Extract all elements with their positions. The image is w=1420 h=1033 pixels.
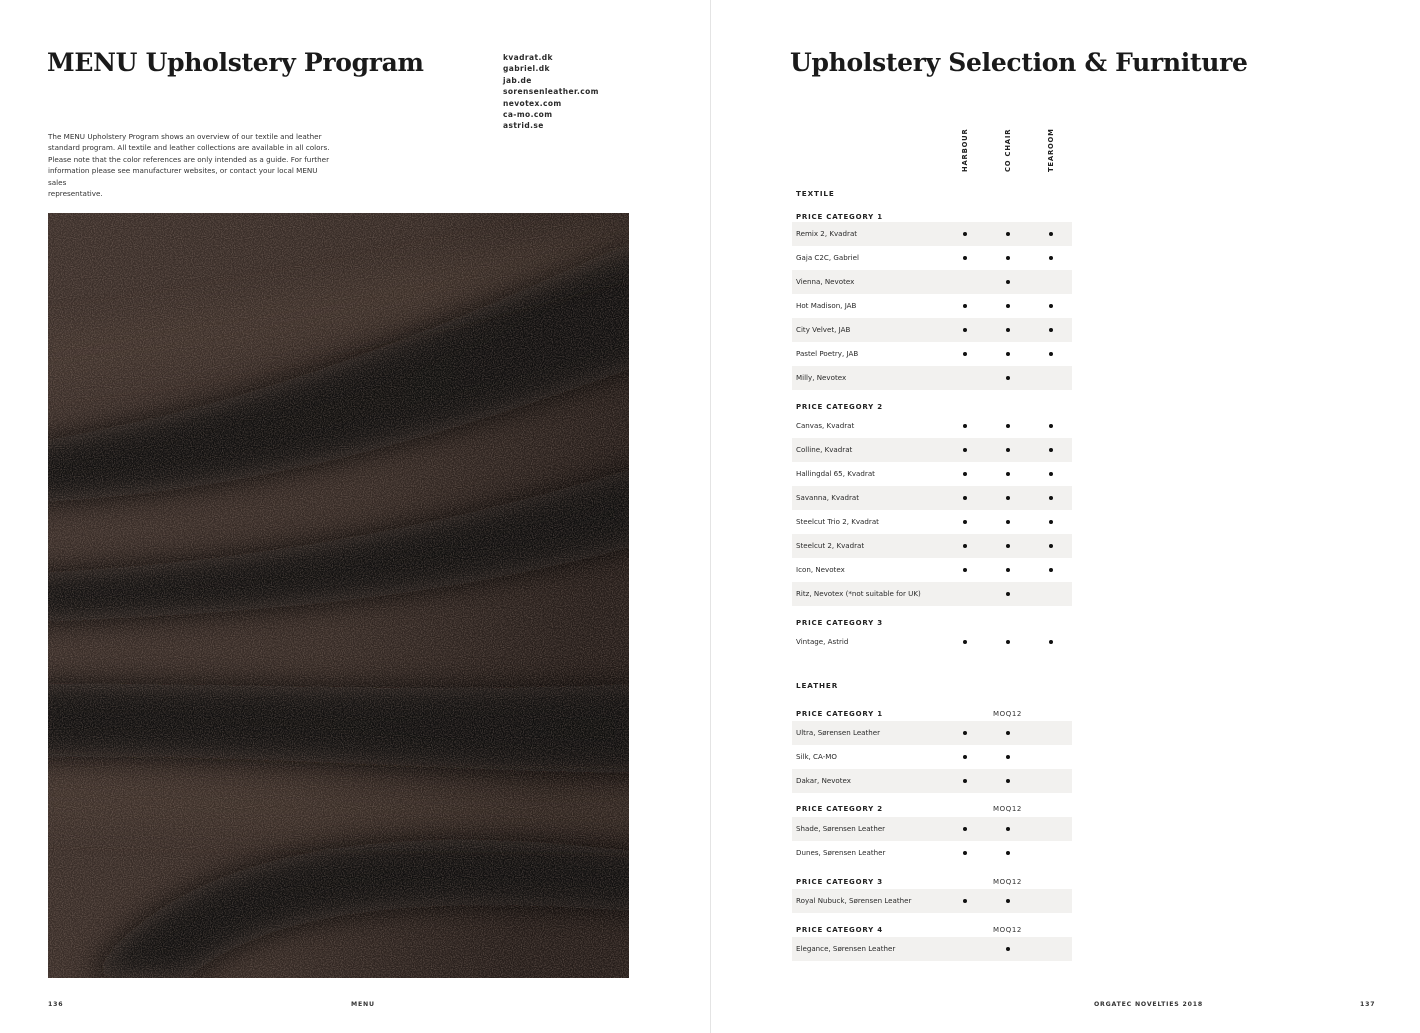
availability-dot-tearoom	[1049, 640, 1053, 644]
availability-dot-co-chair	[1006, 592, 1010, 596]
left-footer-label: MENU	[351, 1001, 375, 1008]
availability-dot-tearoom	[1049, 448, 1053, 452]
section-title-textile: TEXTILE	[796, 189, 835, 198]
availability-dot-co-chair	[1006, 376, 1010, 380]
table-row	[792, 246, 1072, 270]
availability-dot-harbour	[963, 899, 967, 903]
availability-dot-co-chair	[1006, 256, 1010, 260]
textile-category-2-title: PRICE CATEGORY 2	[796, 403, 883, 411]
table-row	[792, 414, 1072, 438]
table-row	[792, 366, 1072, 390]
availability-dot-co-chair	[1006, 568, 1010, 572]
availability-dot-co-chair	[1006, 352, 1010, 356]
availability-dot-tearoom	[1049, 496, 1053, 500]
availability-dot-tearoom	[1049, 544, 1053, 548]
availability-dot-tearoom	[1049, 256, 1053, 260]
leather-name: Ultra, Sørensen Leather	[796, 728, 881, 737]
table-row	[792, 630, 1072, 654]
availability-dot-co-chair	[1006, 755, 1010, 759]
table-row	[792, 745, 1072, 769]
availability-dot-harbour	[963, 827, 967, 831]
website-link[interactable]: kvadrat.dk	[503, 53, 553, 62]
textile-category-3-title: PRICE CATEGORY 3	[796, 619, 883, 627]
left-page-title: MENU Upholstery Program	[47, 48, 424, 77]
table-row	[792, 817, 1072, 841]
availability-dot-co-chair	[1006, 424, 1010, 428]
table-row	[792, 582, 1072, 606]
website-link[interactable]: ca-mo.com	[503, 110, 553, 120]
availability-dot-co-chair	[1006, 899, 1010, 903]
availability-dot-co-chair	[1006, 496, 1010, 500]
intro-line: information please see manufacturer websites, or contact your local MENU sales	[48, 166, 318, 187]
leather-category-3-title: PRICE CATEGORY 3	[796, 878, 883, 886]
availability-dot-co-chair	[1006, 827, 1010, 831]
table-row	[792, 486, 1072, 510]
availability-dot-tearoom	[1049, 328, 1053, 332]
availability-dot-harbour	[963, 544, 967, 548]
intro-line: standard program. All textile and leather collections are available in all colors.	[48, 143, 330, 153]
fabric-name: City Velvet, JAB	[796, 325, 851, 334]
fabric-name: Steelcut 2, Kvadrat	[796, 541, 865, 550]
availability-dot-harbour	[963, 851, 967, 855]
table-row	[792, 270, 1072, 294]
availability-dot-co-chair	[1006, 779, 1010, 783]
moq-label: MOQ12	[993, 805, 1022, 813]
availability-dot-co-chair	[1006, 731, 1010, 735]
website-link[interactable]: gabriel.dk	[503, 64, 550, 74]
availability-dot-harbour	[963, 755, 967, 759]
availability-dot-harbour	[963, 640, 967, 644]
availability-dot-tearoom	[1049, 424, 1053, 428]
left-page-number: 136	[48, 1001, 64, 1008]
table-row	[792, 342, 1072, 366]
website-link[interactable]: astrid.se	[503, 121, 544, 131]
availability-dot-harbour	[963, 352, 967, 356]
fabric-name: Hallingdal 65, Kvadrat	[796, 469, 875, 478]
table-row	[792, 937, 1072, 961]
availability-dot-co-chair	[1006, 851, 1010, 855]
availability-dot-harbour	[963, 304, 967, 308]
table-row	[792, 318, 1072, 342]
availability-dot-harbour	[963, 448, 967, 452]
availability-dot-co-chair	[1006, 520, 1010, 524]
availability-dot-harbour	[963, 496, 967, 500]
fabric-name: Icon, Nevotex	[796, 565, 845, 574]
moq-label: MOQ12	[993, 710, 1022, 718]
availability-dot-harbour	[963, 568, 967, 572]
page-divider	[710, 0, 711, 1033]
fabric-name: Vintage, Astrid	[796, 637, 849, 646]
availability-dot-co-chair	[1006, 544, 1010, 548]
availability-dot-co-chair	[1006, 448, 1010, 452]
website-link[interactable]: jab.de	[503, 75, 532, 85]
availability-dot-co-chair	[1006, 328, 1010, 332]
leather-category-2-title: PRICE CATEGORY 2	[796, 805, 883, 813]
column-header-co-chair: CO CHAIR	[1004, 128, 1012, 172]
fabric-name: Gaja C2C, Gabriel	[796, 253, 859, 262]
website-link[interactable]: nevotex.com	[503, 98, 562, 108]
availability-dot-tearoom	[1049, 568, 1053, 572]
fabric-name: Canvas, Kvadrat	[796, 421, 855, 430]
availability-dot-harbour	[963, 779, 967, 783]
availability-dot-harbour	[963, 472, 967, 476]
fabric-name: Steelcut Trio 2, Kvadrat	[796, 517, 879, 526]
table-row	[792, 889, 1072, 913]
table-row	[792, 841, 1072, 865]
leather-name: Royal Nubuck, Sørensen Leather	[796, 896, 912, 905]
moq-label: MOQ12	[993, 926, 1022, 934]
intro-line: The MENU Upholstery Program shows an overview of our textile and leather	[48, 132, 322, 141]
website-link[interactable]: sorensenleather.com	[503, 87, 599, 97]
availability-dot-tearoom	[1049, 232, 1053, 236]
availability-dot-co-chair	[1006, 472, 1010, 476]
intro-paragraph	[48, 131, 338, 199]
table-row	[792, 558, 1072, 582]
leather-name: Elegance, Sørensen Leather	[796, 944, 896, 953]
intro-line: representative.	[48, 189, 103, 199]
intro-line: Please note that the color references are only intended as a guide. For further	[48, 154, 330, 164]
fabric-name: Ritz, Nevotex (*not suitable for UK)	[796, 589, 921, 598]
availability-dot-tearoom	[1049, 472, 1053, 476]
right-page-number: 137	[1360, 1001, 1376, 1008]
fabric-name: Savanna, Kvadrat	[796, 493, 859, 502]
table-row	[792, 462, 1072, 486]
table-row	[792, 222, 1072, 246]
availability-dot-tearoom	[1049, 352, 1053, 356]
table-row	[792, 769, 1072, 793]
table-row	[792, 294, 1072, 318]
availability-dot-harbour	[963, 328, 967, 332]
leather-category-4-title: PRICE CATEGORY 4	[796, 926, 883, 934]
availability-dot-co-chair	[1006, 232, 1010, 236]
availability-dot-harbour	[963, 232, 967, 236]
table-row	[792, 510, 1072, 534]
fabric-name: Pastel Poetry, JAB	[796, 349, 859, 358]
column-header-harbour: HARBOUR	[961, 128, 969, 172]
availability-dot-harbour	[963, 256, 967, 260]
table-row	[792, 721, 1072, 745]
availability-dot-harbour	[963, 731, 967, 735]
leather-name: Dakar, Nevotex	[796, 776, 851, 785]
fabric-name: Vienna, Nevotex	[796, 277, 855, 286]
leather-name: Dunes, Sørensen Leather	[796, 848, 886, 857]
fabric-name: Colline, Kvadrat	[796, 445, 853, 454]
availability-dot-harbour	[963, 424, 967, 428]
right-footer-label: ORGATEC NOVELTIES 2018	[1094, 1001, 1203, 1008]
right-page-title: Upholstery Selection & Furniture	[790, 48, 1248, 77]
availability-dot-co-chair	[1006, 304, 1010, 308]
manufacturer-websites	[503, 52, 599, 132]
table-row	[792, 438, 1072, 462]
availability-dot-co-chair	[1006, 947, 1010, 951]
availability-dot-co-chair	[1006, 640, 1010, 644]
table-row	[792, 534, 1072, 558]
fabric-name: Hot Madison, JAB	[796, 301, 857, 310]
leather-name: Silk, CA-MO	[796, 752, 837, 761]
leather-category-1-title: PRICE CATEGORY 1	[796, 710, 883, 718]
fabric-name: Remix 2, Kvadrat	[796, 229, 858, 238]
leather-name: Shade, Sørensen Leather	[796, 824, 886, 833]
fabric-photo	[48, 213, 629, 978]
availability-dot-tearoom	[1049, 304, 1053, 308]
moq-label: MOQ12	[993, 878, 1022, 886]
textile-category-1-title: PRICE CATEGORY 1	[796, 213, 883, 221]
availability-dot-co-chair	[1006, 280, 1010, 284]
fabric-name: Milly, Nevotex	[796, 373, 847, 382]
availability-dot-tearoom	[1049, 520, 1053, 524]
availability-dot-harbour	[963, 520, 967, 524]
column-header-tearoom: TEAROOM	[1047, 128, 1055, 172]
section-title-leather: LEATHER	[796, 681, 839, 690]
